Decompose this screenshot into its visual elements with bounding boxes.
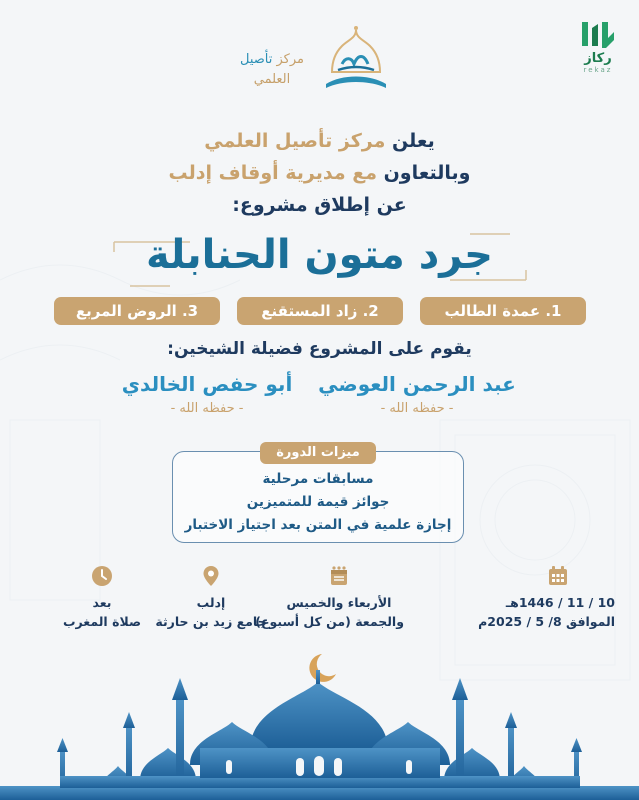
info-date-hijri: 10 / 11 / 1446هـ <box>505 595 615 610</box>
clock-icon <box>91 565 113 587</box>
info-days-line-2: والجمعة (من كل أسبوع) <box>255 614 404 629</box>
announcement-line-2-prefix: وبالتعاون <box>376 162 471 184</box>
logo-text <box>232 50 312 90</box>
logo-text-line2: العلمي <box>253 72 291 87</box>
feature-item: جوائز قيمة للمتميزين <box>246 494 390 510</box>
info-place <box>146 565 276 631</box>
announcement-line-3: عن إطلاق مشروع: <box>232 194 407 216</box>
announcement-line-2-highlight: مع مديرية أوقاف إدلب <box>168 162 377 184</box>
supervisors-heading: يقوم على المشروع فضيلة الشيخين: <box>167 339 472 359</box>
announcement-line-1 <box>0 130 639 152</box>
info-date <box>475 565 615 631</box>
location-pin-icon <box>200 565 222 587</box>
info-days <box>255 565 404 631</box>
project-title: جرد متون الحنابلة <box>146 232 493 278</box>
info-place-city: إدلب <box>196 595 226 610</box>
tasil-logo <box>232 24 402 106</box>
sheikh-name: أبو حفص الخالدي <box>121 372 293 396</box>
rekaz-latin: rekaz <box>583 66 613 74</box>
feature-item: إجازة علمية في المتن بعد اجتياز الاختبار <box>184 517 452 533</box>
sheikh-dua: - حفظه الله - <box>380 401 454 416</box>
books-list <box>54 297 586 325</box>
rekaz-name: ركاز <box>584 51 612 66</box>
info-time-line-1: بعد <box>92 595 112 610</box>
feature-item: مسابقات مرحلية <box>262 471 374 487</box>
logo-text-prefix: مركز <box>272 52 305 67</box>
features-title: ميزات الدورة <box>260 442 376 464</box>
announcement-line-2 <box>0 162 639 184</box>
book-pill: 2. زاد المستقنع <box>237 297 403 325</box>
book-pill: 3. الروض المربع <box>54 297 220 325</box>
announcement-line-1-highlight: مركز تأصيل العلمي <box>204 130 386 152</box>
info-place-mosque: جامع زيد بن حارثة <box>155 614 267 629</box>
info-time-line-2: صلاة المغرب <box>62 614 142 629</box>
rekaz-mark-icon <box>578 18 618 50</box>
features-list <box>173 468 463 537</box>
announcement-line-1-prefix: يعلن <box>385 130 435 152</box>
project-title-block <box>0 226 639 296</box>
info-time <box>52 565 152 631</box>
info-date-gregorian: الموافق 8/ 5 / 2025م <box>478 614 615 629</box>
sheikh-card <box>97 370 317 420</box>
tear-off-calendar-icon <box>328 565 350 587</box>
course-features-box <box>172 445 464 543</box>
info-days-line-1: الأربعاء والخميس <box>286 595 392 610</box>
rekaz-logo <box>575 18 621 74</box>
sheikh-name: عبد الرحمن العوضي <box>318 372 516 396</box>
book-pill: 1. عمدة الطالب <box>420 297 586 325</box>
calendar-icon <box>547 565 569 587</box>
mosque-skyline-illustration <box>0 640 639 800</box>
sheikh-card <box>307 370 527 420</box>
logo-text-highlight: تأصيل <box>239 52 273 67</box>
dome-calligraphy-icon <box>312 24 400 104</box>
sheikh-dua: - حفظه الله - <box>170 401 244 416</box>
